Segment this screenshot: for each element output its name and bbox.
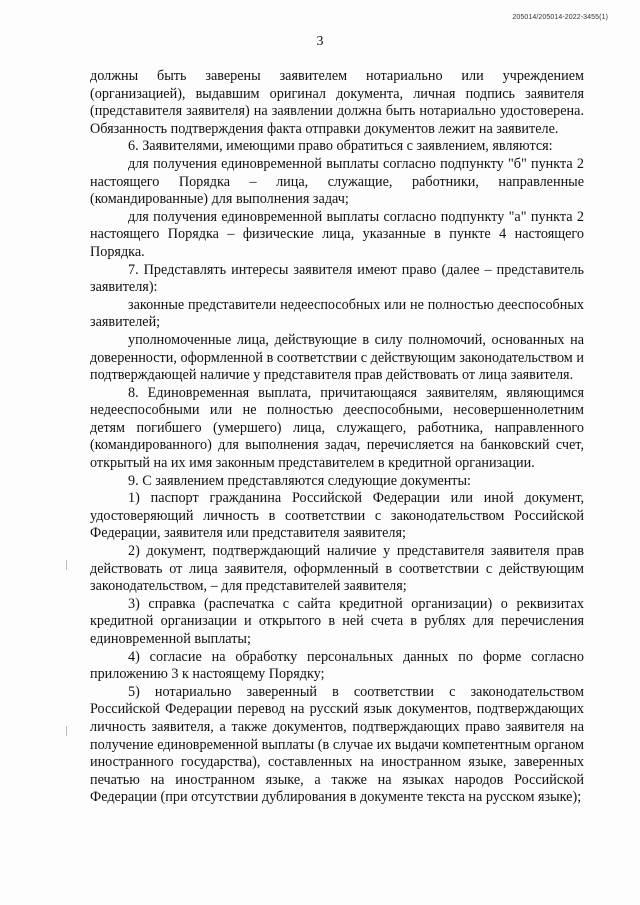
paragraph: для получения единовременной выплаты согласно подпункту "б" пункта 2 настоящего Порядка – лица, служащие, работники, направленные (командированные) для выполнения задач; <box>90 155 584 208</box>
paragraph: законные представители недееспособных или не полностью дееспособных заявителей; <box>90 296 584 331</box>
page-number: 3 <box>316 34 324 49</box>
paragraph: 6. Заявителями, имеющими право обратиться с заявлением, являются: <box>128 138 553 155</box>
paragraph: 4) согласие на обработку персональных данных по форме согласно приложению 3 к настоящему Порядку; <box>90 648 584 683</box>
paragraph: уполномоченные лица, действующие в силу полномочий, основанных на доверенности, оформленной в соответствии с действующим законодательством и подтверждающей наличие у представителя прав действовать от лица заявителя. <box>90 331 584 384</box>
paragraph: 7. Представлять интересы заявителя имеют право (далее – представитель заявителя): <box>90 261 584 296</box>
paragraph: 8. Единовременная выплата, причитающаяся заявителям, являющимся недееспособными или не полностью дееспособными, несовершеннолетним детям погибшего (умершего) лица, служащего, работника, направленного (командированного) для выполнения задач, перечисляется на банковский счет, открытый на их имя законным представителем в кредитной организации. <box>90 384 584 472</box>
scan-margin-mark <box>66 726 67 736</box>
document-body <box>90 68 584 807</box>
paragraph: для получения единовременной выплаты согласно подпункту "а" пункта 2 настоящего Порядка – физические лица, указанные в пункте 4 настоящего Порядка. <box>90 208 584 260</box>
paragraph: 2) документ, подтверждающий наличие у представителя заявителя прав действовать от лица заявителя, оформленный в соответствии с действующим законодательством, – для представителей заявителя; <box>90 543 584 595</box>
paragraph: 3) справка (распечатка с сайта кредитной организации) о реквизитах кредитной организации и открытого в ней счета в рублях для перечисления единовременной выплаты; <box>90 595 584 647</box>
paragraph: 9. С заявлением представляются следующие документы: <box>128 472 471 489</box>
paragraph: должны быть заверены заявителем нотариально или учреждением (организацией), выдавшим оригинал документа, личная подпись заявителя (представителя заявителя) на заявлении должна быть нотариально удостоверена. Обязанность подтверждения факта отправки документов лежит на заявителе. <box>90 68 584 137</box>
paragraph: 1) паспорт гражданина Российской Федерации или иной документ, удостоверяющий личность в соответствии с законодательством Российской Федерации, заявителя или представителя заявителя; <box>90 490 584 542</box>
scan-margin-mark <box>66 560 67 570</box>
paragraph: 5) нотариально заверенный в соответствии с законодательством Российской Федерации перевод на русский язык документов, подтверждающих личность заявителя, а также документов, подтверждающих право заявителя на получение единовременной выплаты (в случае их выдачи компетентным органом иностранного государства), составленных на иностранном языке, заверенных печатью на иностранном языке, а также на языках народов Российской Федерации (при отсутствии дублирования в документе текста на русском языке); <box>90 683 584 806</box>
document-id: 205014/205014-2022-3455(1) <box>512 14 608 21</box>
